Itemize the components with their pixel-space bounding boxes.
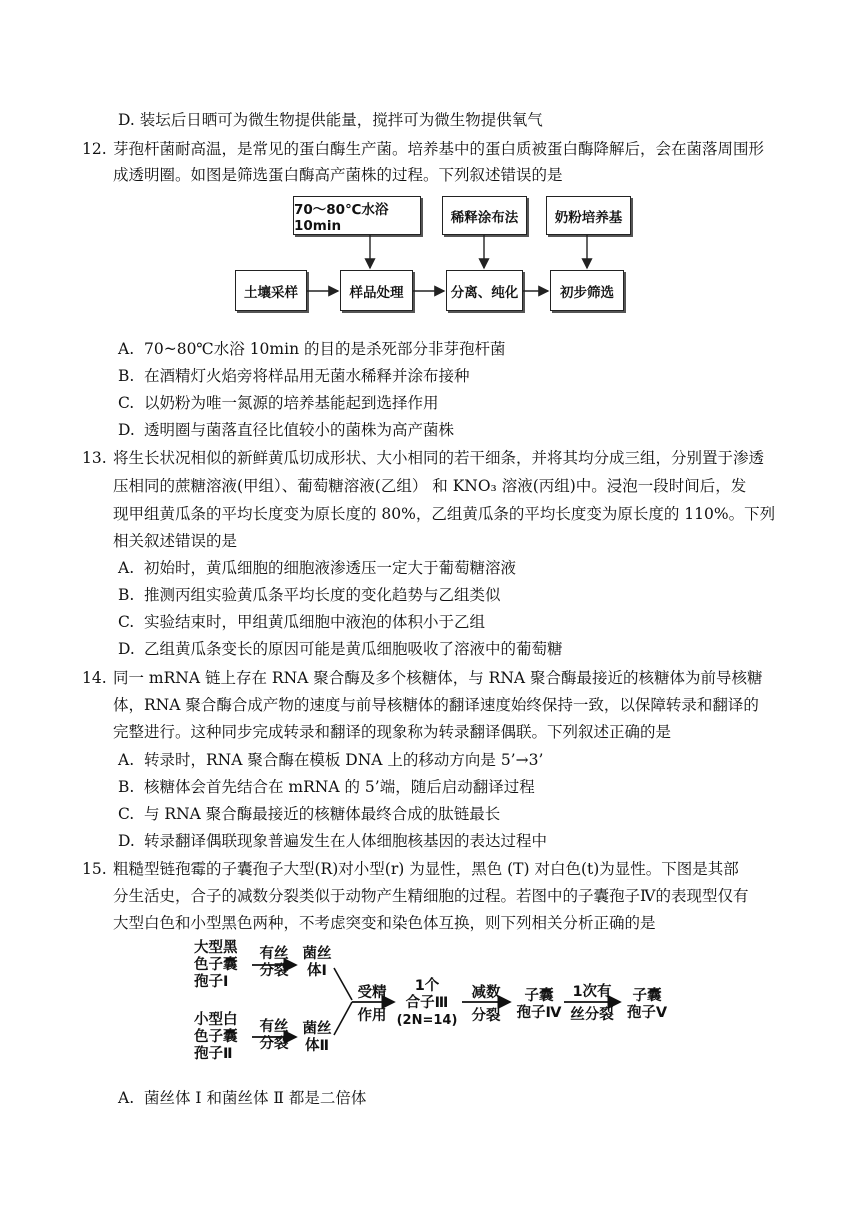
flow-box-dilution-plating: 稀释涂布法 [442,196,527,235]
meiosis-label: 减数 分裂 [471,985,501,1024]
line-hypha2-to-fert [334,1002,352,1035]
hypha-1-label: 菌丝 体Ⅰ [302,946,332,979]
once-mitosis-label: 1次有 丝分裂 [570,984,614,1023]
q13-option-c: C. 实验结束时，甲组黄瓜细胞中液泡的体积小于乙组 [118,613,486,631]
mitosis-2-label: 有丝 分裂 [259,1019,289,1052]
line-hypha1-to-fert [334,968,352,1000]
ascospore-4-label: 子囊 孢子Ⅳ [516,988,562,1021]
q12-option-d: D. 透明圈与菌落直径比值较小的菌株为高产菌株 [118,421,455,439]
q13-option-a: A. 初始时，黄瓜细胞的细胞液渗透压一定大于葡萄糖溶液 [118,559,517,577]
q12-option-a: A. 70~80℃水浴 10min 的目的是杀死部分非芽孢杆菌 [118,340,506,358]
spore-1-label: 大型黑 色子囊 孢子Ⅰ [194,940,238,990]
q13-option-d: D. 乙组黄瓜条变长的原因可能是黄瓜细胞吸收了溶液中的葡萄糖 [118,640,563,658]
q15-stem-line3: 大型白色和小型黑色两种，不考虑突变和染色体互换，则下列相关分析正确的是 [113,914,656,932]
q13-stem-line4: 相关叙述错误的是 [113,532,238,550]
flow-box-initial-screening: 初步筛选 [550,270,624,311]
spore-2-label: 小型白 色子囊 孢子Ⅱ [194,1012,238,1062]
hypha-2-label: 菌丝 体Ⅱ [302,1021,332,1054]
q13-number: 13. [82,449,107,467]
ascospore-5-label: 子囊 孢子Ⅴ [626,988,668,1021]
zygote-label: 1个 合子Ⅲ (2N=14) [396,978,458,1028]
q14-option-c: C. 与 RNA 聚合酶最接近的核糖体最终合成的肽链最长 [118,805,501,823]
q14-option-a: A. 转录时，RNA 聚合酶在模板 DNA 上的移动方向是 5’→3’ [118,751,544,769]
q15-stem-line2: 分生活史，合子的减数分裂类似于动物产生精细胞的过程。若图中的子囊孢子Ⅳ的表现型仅有 [113,887,749,905]
q11-option-d: D. 装坛后日晒可为微生物提供能量，搅拌可为微生物提供氧气 [118,111,543,129]
flow-arrows [0,0,860,340]
flow-box-water-bath: 70～80℃水浴10min [293,196,421,235]
flow-box-sample-processing: 样品处理 [340,270,413,311]
life-cycle-arrows [0,930,860,1080]
q15-option-a: A. 菌丝体 Ⅰ 和菌丝体 Ⅱ 都是二倍体 [118,1089,367,1107]
q13-stem-line1: 将生长状况相似的新鲜黄瓜切成形状、大小相同的若干细条，并将其均分成三组，分别置于渗透 [113,449,765,467]
q14-option-b: B. 核糖体会首先结合在 mRNA 的 5’端，随后启动翻译过程 [118,778,535,796]
flow-box-soil-sampling: 土壤采样 [235,270,307,311]
mitosis-1-label: 有丝 分裂 [259,946,289,979]
flow-box-isolation-purification: 分离、纯化 [446,270,523,311]
q12-option-c: C. 以奶粉为唯一氮源的培养基能起到选择作用 [118,394,439,412]
q15-stem-line1: 粗糙型链孢霉的子囊孢子大型(R)对小型(r) 为显性，黑色 (T) 对白色(t)为显性。下图是其部 [113,860,739,878]
q13-stem-line3: 现甲组黄瓜条的平均长度变为原长度的 80%，乙组黄瓜条的平均长度变为原长度的 110%。下列 [113,505,776,523]
q15-number: 15. [82,860,107,878]
q12-number: 12. [82,140,107,158]
q14-stem-line1: 同一 mRNA 链上存在 RNA 聚合酶及多个核糖体，与 RNA 聚合酶最接近的核糖体为前导核糖 [113,669,763,687]
fertilization-label: 受精 作用 [357,985,387,1024]
q14-stem-line3: 完整进行。这种同步完成转录和翻译的现象称为转录翻译偶联。下列叙述正确的是 [113,723,672,741]
q14-stem-line2: 体，RNA 聚合酶合成产物的速度与前导核糖体的翻译速度始终保持一致，以保障转录和翻译的 [113,696,759,714]
q12-option-b: B. 在酒精灯火焰旁将样品用无菌水稀释并涂布接种 [118,367,470,385]
q13-stem-line2: 压相同的蔗糖溶液(甲组）、葡萄糖溶液(乙组） 和 KNO₃ 溶液(丙组)中。浸泡一段时间后，发 [113,477,747,495]
q13-option-b: B. 推测丙组实验黄瓜条平均长度的变化趋势与乙组类似 [118,586,501,604]
q14-number: 14. [82,669,107,687]
q12-stem-line2: 成透明圈。如图是筛选蛋白酶高产菌株的过程。下列叙述错误的是 [113,166,563,184]
q12-stem-line1: 芽孢杆菌耐高温，是常见的蛋白酶生产菌。培养基中的蛋白质被蛋白酶降解后，会在菌落周围形 [113,140,765,158]
flow-box-milk-medium: 奶粉培养基 [546,196,631,235]
q14-option-d: D. 转录翻译偶联现象普遍发生在人体细胞核基因的表达过程中 [118,832,548,850]
